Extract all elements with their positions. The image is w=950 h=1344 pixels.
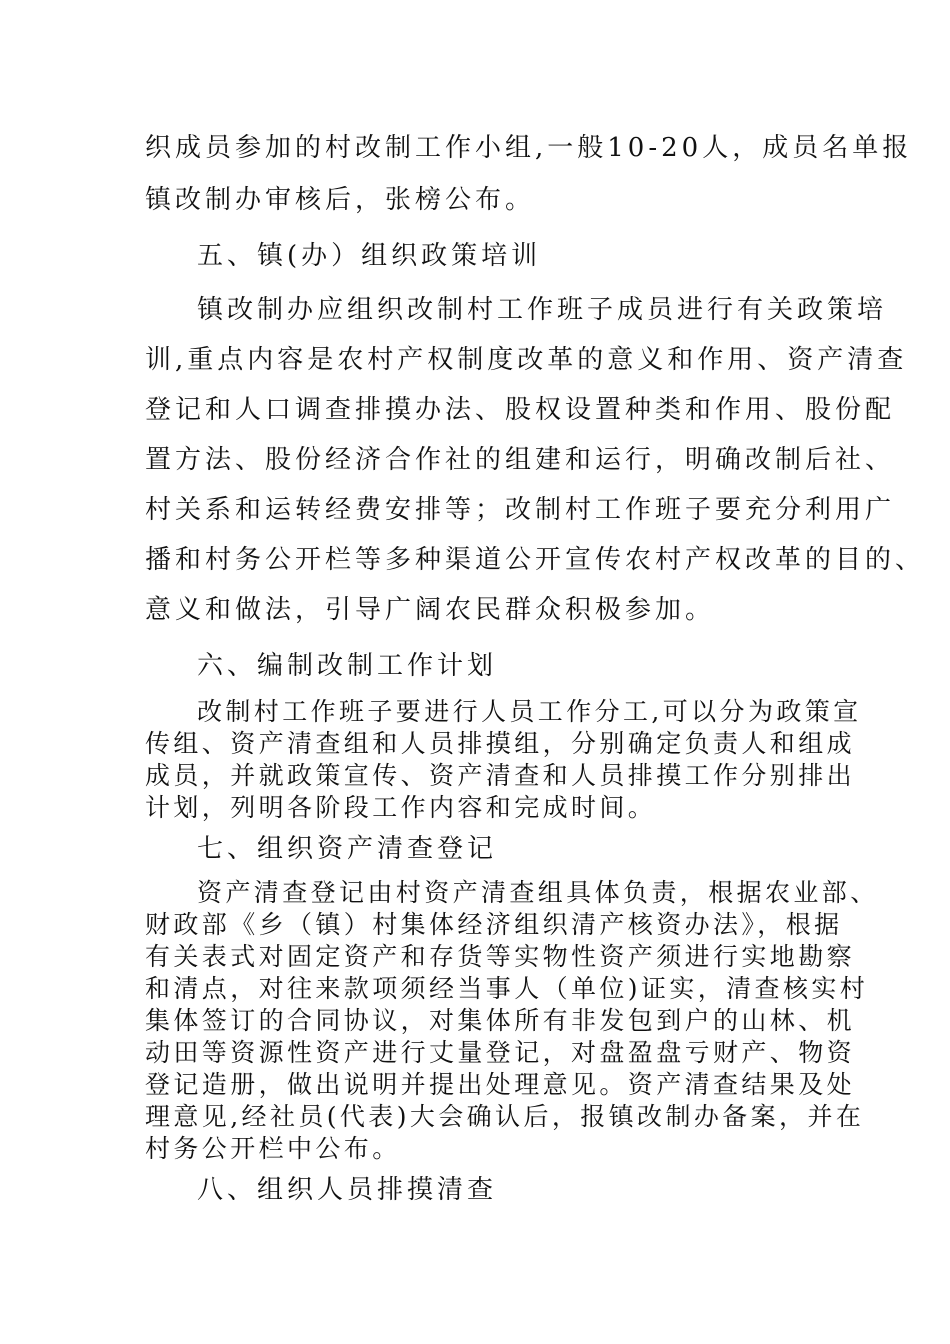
body-text-line: 训,重点内容是农村产权制度改革的意义和作用、资产清查 — [145, 345, 908, 375]
body-text-line: 村关系和运转经费安排等；改制村工作班子要充分利用广 — [145, 495, 896, 525]
body-text-line: 置方法、股份经济合作社的组建和运行，明确改制后社、 — [145, 445, 896, 475]
body-text-line: 成员，并就政策宣传、资产清查和人员排摸工作分别排出 — [145, 761, 856, 790]
body-text-line: 传组、资产清查组和人员排摸组，分别确定负责人和组成 — [145, 729, 856, 758]
section-heading-7: 七、组织资产清查登记 — [197, 834, 498, 864]
section-heading-8: 八、组织人员排摸清查 — [197, 1175, 498, 1205]
body-text-line: 意义和做法，引导广阔农民群众积极参加。 — [145, 595, 716, 625]
body-text-line: 和清点，对往来款项须经当事人（单位)证实，清查核实村 — [145, 974, 869, 1003]
body-text-line: 改制村工作班子要进行人员工作分工,可以分为政策宣 — [197, 697, 862, 726]
body-text-line: 财政部《乡（镇）村集体经济组织清产核资办法》，根据 — [145, 910, 843, 939]
body-text-line: 登记和人口调查排摸办法、股权设置种类和作用、股份配 — [145, 395, 896, 425]
body-text-line: 理意见,经社员(代表)大会确认后，报镇改制办备案，并在 — [145, 1102, 865, 1131]
body-text-line: 织成员参加的村改制工作小组,一般10-20人，成员名单报 — [145, 133, 913, 163]
body-text-line: 播和村务公开栏等多种渠道公开宣传农村产权改革的目的、 — [145, 545, 926, 575]
body-text-line: 镇改制办审核后，张榜公布。 — [145, 185, 536, 215]
body-text-line: 计划，列明各阶段工作内容和完成时间。 — [145, 793, 657, 822]
body-text-line: 镇改制办应组织改制村工作班子成员进行有关政策培 — [197, 295, 888, 325]
body-text-line: 资产清查登记由村资产清查组具体负责，根据农业部、 — [197, 878, 879, 907]
section-heading-5: 五、镇(办）组织政策培训 — [197, 241, 542, 271]
body-text-line: 集体签订的合同协议，对集体所有非发包到户的山林、机 — [145, 1006, 856, 1035]
body-text-line: 有关表式对固定资产和存货等实物性资产须进行实地勘察 — [145, 942, 856, 971]
body-text-line: 登记造册，做出说明并提出处理意见。资产清查结果及处 — [145, 1070, 856, 1099]
body-text-line: 村务公开栏中公布。 — [145, 1134, 401, 1163]
section-heading-6: 六、编制改制工作计划 — [197, 651, 498, 681]
body-text-line: 动田等资源性资产进行丈量登记，对盘盈盘亏财产、物资 — [145, 1038, 856, 1067]
